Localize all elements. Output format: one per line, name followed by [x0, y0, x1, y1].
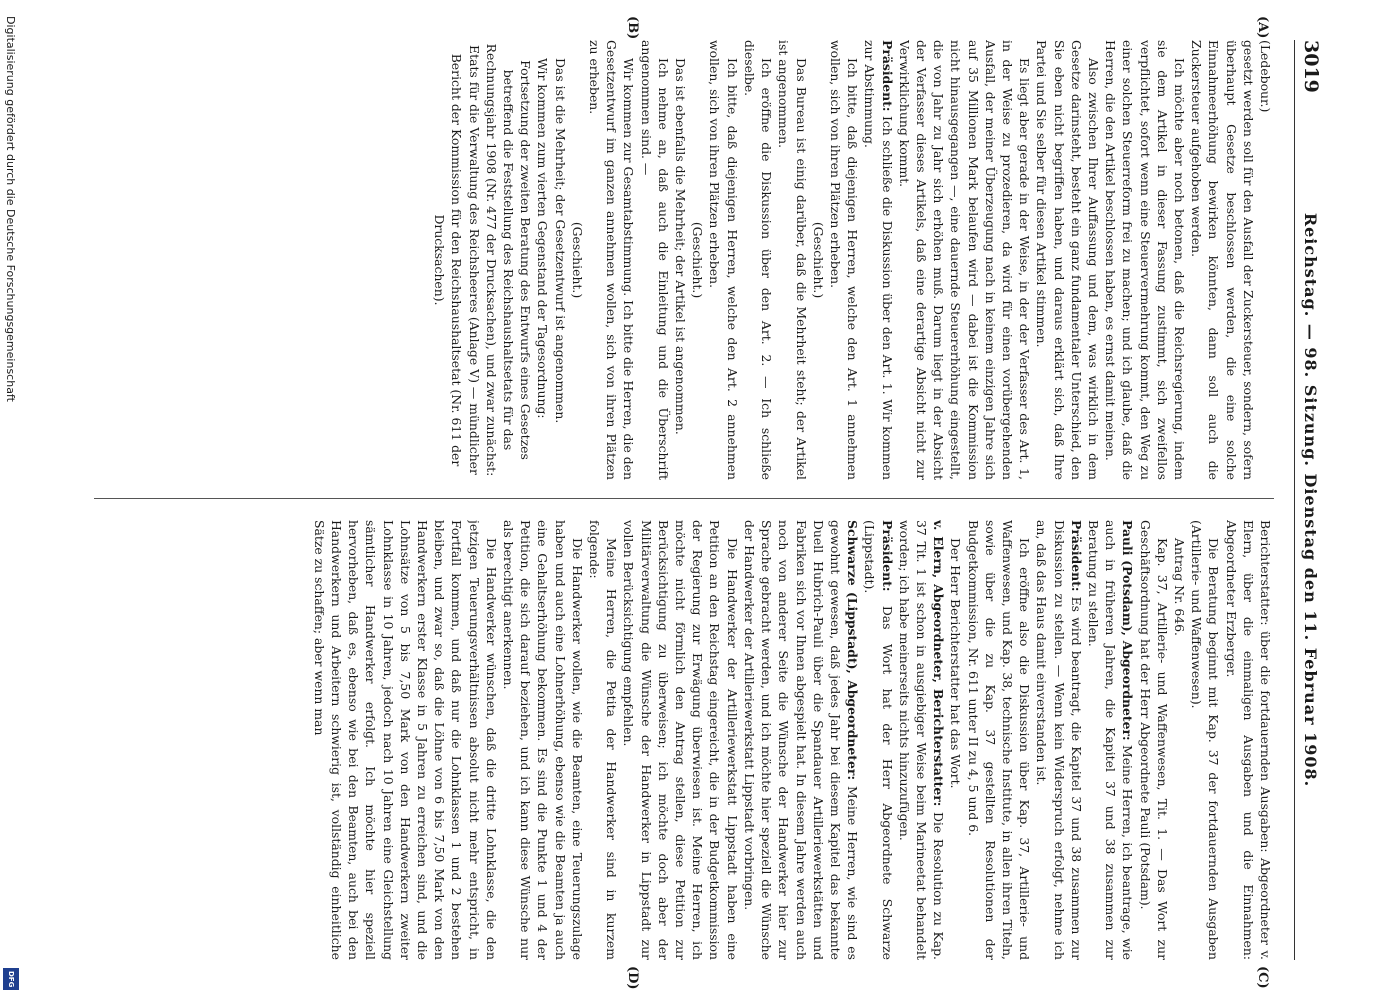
paragraph: Wir kommen zum vierten Gegenstand der Tagesordnung:: [535, 58, 551, 419]
paragraph: Ich bitte, daß diejenigen Herren, welche den Art. 1 annehmen wollen, sich von ihren Plätzen erheben.: [827, 40, 861, 480]
speaker-name: Pauli (Potsdam), Abgeordneter:: [1120, 520, 1136, 741]
left-column: [34, 40, 1274, 480]
speaker-name: Präsident:: [1068, 520, 1084, 592]
paragraph: Präsident: Ich schließe die Diskussion über den Art. 1. Wir kommen zur Abstimmung.: [862, 40, 895, 480]
margin-marker-d: (D): [625, 966, 640, 990]
credit-text: Digitalisierung gefördert durch die Deutsche Forschungsgemeinschaft: [4, 16, 17, 402]
paragraph: Präsident: Es wird beantragt, die Kapitel 37 und 38 zusammen zur Diskussion zu stellen. — Wenn kein Widerspruch erfolgt, nehme ich an, daß das Haus damit einverstanden ist.: [1034, 520, 1084, 960]
speaker-name: Präsident:: [879, 520, 895, 592]
header-rule: [1294, 40, 1295, 960]
paragraph: Berichterstatter: über die fortdauernden Ausgaben: Abgeordneter v. Elern, über die einmaligen Ausgaben und die Einnahmen: Abgeordneter Erzberger.: [1223, 520, 1273, 960]
paragraph: Das ist die Mehrheit; der Gesetzentwurf ist angenommen.: [552, 58, 568, 424]
paragraph: Es liegt aber gerade in der Weise, in der der Verfasser des Art. 1, in der Weise zu prozedieren, da wird für einen vorübergehenden Ausfall, der meiner Überzeugung nach in keinem einzigen Jahre sich auf 35 Millionen Mark belaufen wird — dabei ist die Kommission nicht hinausgegangen —, eine dauernde Steuererhöhung eingestellt, die von Jahr zu Jahr sich erhöhen muß. Darum liegt in der Absicht der Verfasser dieses Artikels, daß eine derartige Absicht nicht zur Verwirklichung kommt.: [896, 40, 1033, 480]
paragraph: Das ist ebenfalls die Mehrheit; der Artikel ist angenommen.: [673, 58, 689, 435]
paragraph: Ich eröffne die Diskussion über den Art. 2. — Ich schließe dieselbe.: [741, 40, 775, 480]
paragraph: Die Handwerker wollen, wie die Beamten, eine Teuerungszulage haben und auch eine Lohnerhöhung, ebenso wie die Beamten ja auch eine Gehaltserhöhung bekommen. Es sind die Punkte 1 und 4 der Petition, die sich darauf beziehen, und ich kann diese Wünsche nur als berechtigt anerkennen.: [501, 520, 585, 960]
paragraph: Schwarze (Lippstadt), Abgeordneter: Meine Herren, wie sind es gewohnt gewesen, daß jedes Jahr bei diesem Kapitel das bekannte Duell Hubrich-Pauli über die Spandauer Artilleriewerkstätten und Fabriken sich vor Ihnen abgespielt hat. In diesem Jahre werden auch noch von anderer Seite die Wünsche der Handwerker hier zur Sprache gebracht werden, und ich möchte hier speziell die Wünsche der Handwerker der Artilleriewerkstatt Lippstadt vorbringen.: [741, 520, 861, 960]
paragraph: (Ledebour.): [1258, 40, 1273, 113]
paragraph: Fortsetzung der zweiten Beratung des Entwurfs eines Gesetzes betreffend die Feststellung des Reichshaushaltsetats für das Rechnungsjahr 1908 (Nr. 477 der Drucksachen), und zwar zunächst:: [483, 43, 534, 477]
margin-marker-b: (B): [625, 16, 640, 40]
right-column: [34, 520, 1274, 960]
paragraph: Der Herr Berichterstatter hat das Wort.: [948, 538, 964, 789]
dfg-logo: DFG: [3, 968, 19, 990]
paragraph: Die Handwerker wünschen, daß die dritte Lohnklasse, die den jetzigen Teuerungsverhältnissen absolut nicht mehr entspricht, in Fortfall kommen, und daß nur die Lohnklassen 1 und 2 bestehen bleiben, und zwar so, daß die Löhne von 6 bis 7,50 Mark von den Handwerkern erster Klasse in 5 Jahren zu erreichen sind, und die Lohnsätze von 5 bis 7,50 Mark von den Handwerkern zweiter Lohnklasse in 10 Jahren, jedoch nach 10 Jahren eine Gleichstellung sämtlicher Handwerker erfolgt. Ich möchte hier speziell hervorheben, daß es, ebenso wie bei den Beamten, auch bei den Handwerkern und Arbeitern schwierig ist, vollständig einheitliche Sätze zu schaffen; aber wenn man: [311, 520, 499, 960]
paragraph: (Geschieht.): [810, 221, 826, 299]
margin-marker-c: (C): [1255, 966, 1270, 989]
paragraph: Ich möchte aber noch betonen, daß die Reichsregierung, indem sie dem Artikel in dieser Fassung zustimmt, sich zweifellos verpflichtet, sofort wenn eine Steuervermehrung kommt, den Weg zu einer solchen Steuerreform frei zu machen; und ich glaube, daß die Herren, die den Artikel beschlossen haben, es ernst damit meinen.: [1103, 40, 1187, 480]
session-title: Reichstag. — 98. Sitzung. Dienstag den 11. Februar 1908.: [1301, 212, 1320, 788]
margin-marker-a: (A): [1255, 16, 1270, 39]
paragraph: Antrag Nr. 646.: [1171, 538, 1187, 636]
paragraph: (Geschieht.): [690, 221, 706, 299]
paragraph: (Geschieht.): [569, 221, 585, 299]
page-number: 3019: [1300, 40, 1322, 93]
paragraph: Ich nehme an, daß auch die Einleitung und die Überschrift angenommen sind. —: [638, 40, 671, 480]
paragraph: Das Bureau ist einig darüber, daß die Mehrheit steht; der Artikel ist angenommen.: [776, 40, 809, 480]
paragraph: v. Elern, Abgeordneter, Berichterstatter: Die Resolution zu Kap. 37 Tit. 1 ist schon in ausgiebiger Weise beim Marineetat behandelt worden; ich habe meinerseits nichts hinzuzufügen.: [896, 520, 947, 960]
paragraph: Pauli (Potsdam), Abgeordneter: Meine Herren, ich beantrage, wie auch in früheren Jahren, die Kapitel 37 und 38 zusammen zur Beratung zu stellen.: [1085, 520, 1136, 960]
speaker-name: Präsident:: [879, 40, 895, 112]
paragraph: Etats für die Verwaltung des Reichsheeres (Anlage V) — mündlicher Bericht der Kommission für den Reichshaushaltsetat (Nr. 611 der Drucksachen).: [432, 45, 482, 475]
speaker-name: v. Elern, Abgeordneter, Berichterstatter:: [931, 520, 947, 807]
paragraph: Die Handwerker der Artilleriewerkstatt Lippstadt haben eine Petition an den Reichstag eingereicht, die in der Budgetkommission der Regierung zur Erwägung überwiesen ist. Meine Herren, ich möchte nicht förmlich den Antrag stellen, diese Petition zur Berücksichtigung zu überweisen; ich möchte doch aber der Militärverwaltung die Wünsche der Handwerker in Lippstadt zur vollen Berücksichtigung empfehlen.: [621, 520, 740, 960]
digitization-credit: [0, 0, 20, 1000]
paragraph: Die Beratung beginnt mit Kap. 37 der fortdauernden Ausgaben (Artillerie- und Waffenwesen).: [1189, 520, 1222, 960]
column-divider: [94, 498, 1274, 499]
paragraph: Wir kommen zur Gesamtabstimmung. Ich bitte die Herren, die den Gesetzentwurf im ganzen annehmen wollen, sich von ihren Plätzen zu erheben.: [587, 40, 637, 480]
paragraph: Präsident: Das Wort hat der Herr Abgeordnete Schwarze (Lippstadt).: [862, 520, 895, 960]
speaker-name: Schwarze (Lippstadt), Abgeordneter:: [845, 520, 861, 781]
paragraph: Kap. 37, Artillerie- und Waffenwesen, Tit. 1. — Das Wort zur Geschäftsordnung hat der Herr Abgeordnete Pauli (Potsdam).: [1137, 520, 1170, 960]
paragraph: Meine Herren, die Petita der Handwerker sind in kurzem folgende:: [587, 520, 620, 960]
paragraph: Ich eröffne also die Diskussion über Kap. 37, Artillerie- und Waffenwesen, und Kap. 38, technische Institute, in allen ihren Titeln, sowie über die zu Kap. 37 gestellten Resolutionen der Budgetkommission, Nr. 611 unter II zu 4, 5 und 6.: [965, 520, 1033, 960]
paragraph: Ich bitte, daß diejenigen Herren, welche den Art. 2 annehmen wollen, sich von ihren Plätzen erheben.: [707, 40, 740, 480]
page-header: [1292, 0, 1322, 1000]
paragraph: gesetzt werden soll für den Ausfall der Zuckersteuer, sondern, sofern überhaupt Gesetze beschlossen werden, die eine solche Einnahmeerhöhung bewirken könnten, dann soll auch die Zuckersteuer aufgehoben werden.: [1189, 40, 1256, 480]
paragraph: Also zwischen Ihrer Auffassung und dem, was wirklich in dem Gesetze darinsteht, besteht ein ganz fundamentaler Unterschied, den Sie eben nicht begriffen haben, und daraus erklärt sich, daß Ihre Partei und Sie selber für diesen Artikel stimmen.: [1034, 40, 1101, 480]
